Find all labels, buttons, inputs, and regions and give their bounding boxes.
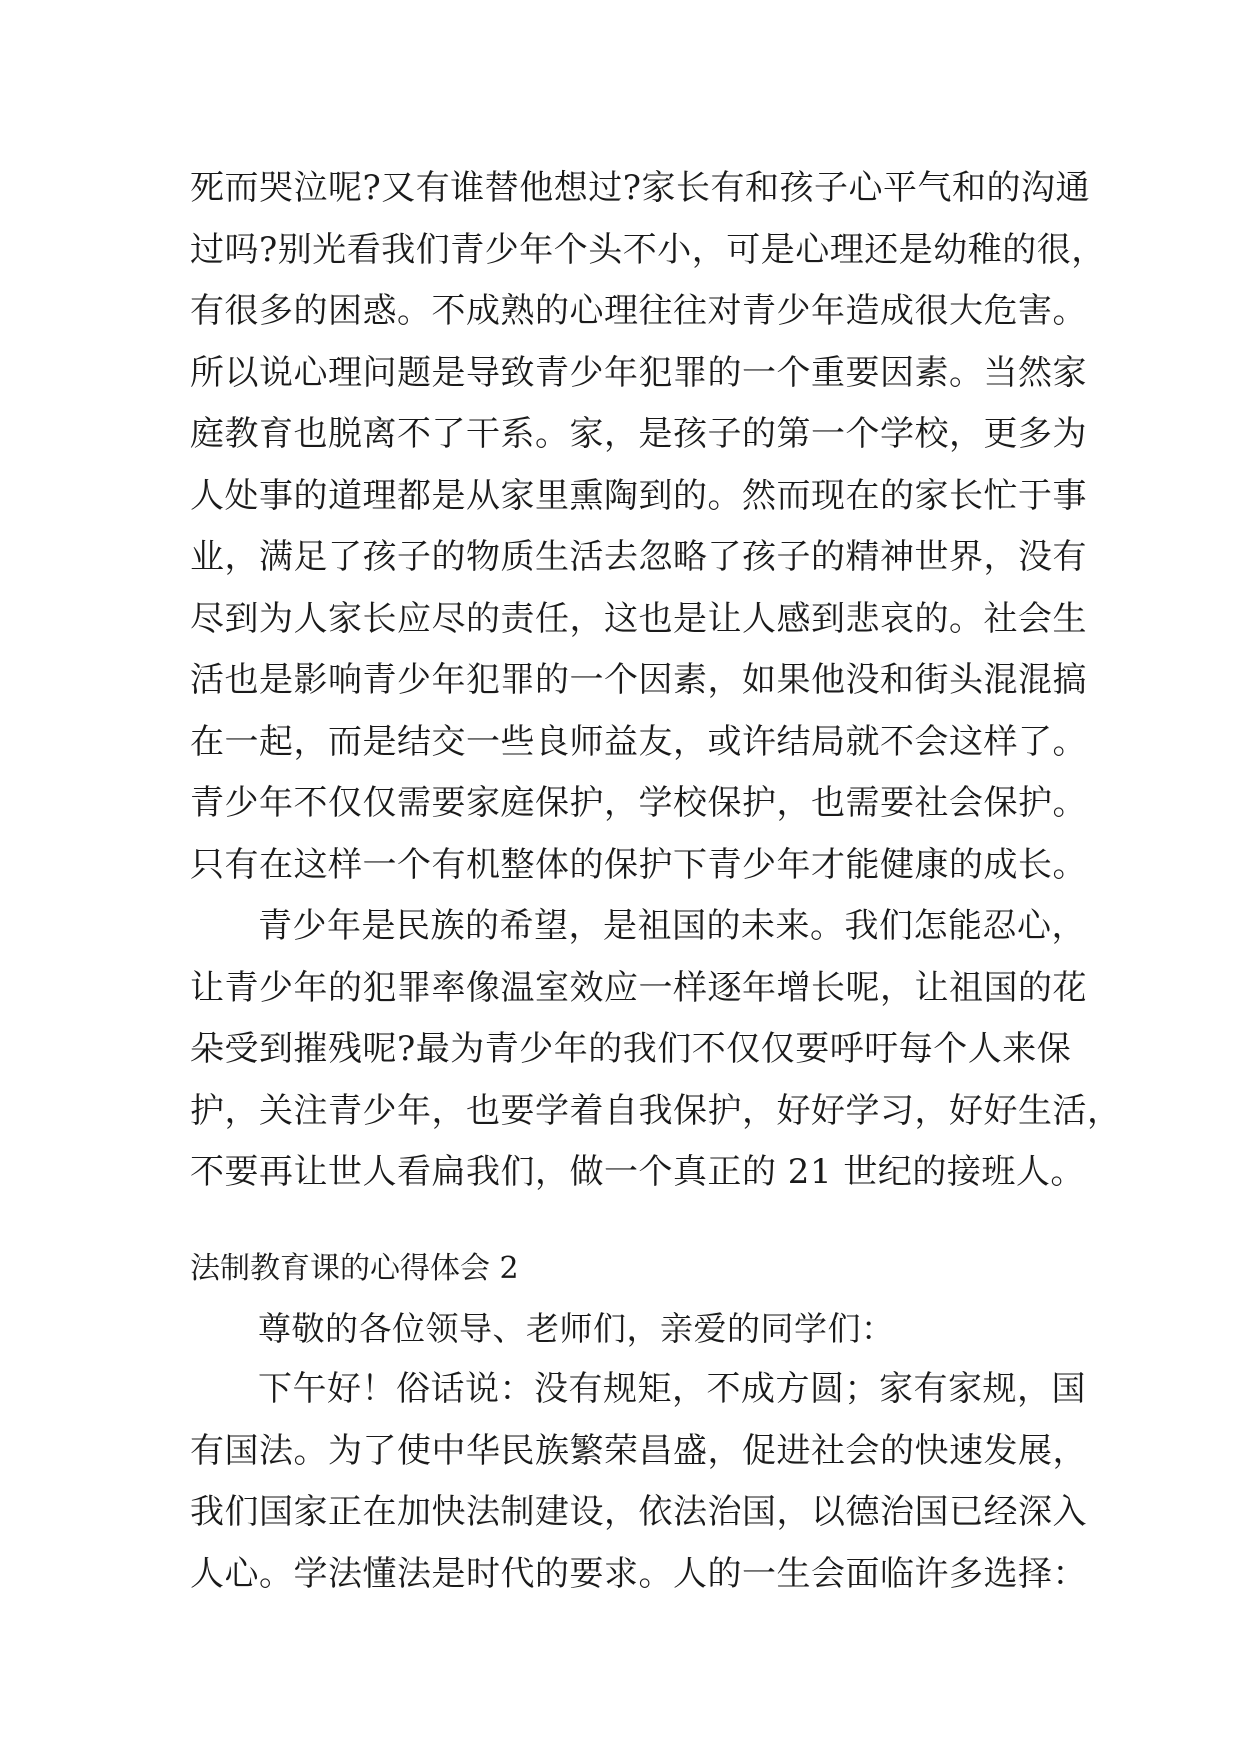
paragraph-line: 不要再让世人看扁我们，做一个真正的 21 世纪的接班人。 [190, 1152, 1085, 1192]
paragraph-line: 下午好！俗话说：没有规矩，不成方圆；家有家规，国 [258, 1369, 1086, 1409]
paragraph-line: 护，关注青少年，也要学着自我保护，好好学习，好好生活， [190, 1090, 1122, 1131]
document-body [190, 158, 1122, 1605]
paragraph-line: 过吗?别光看我们青少年个头不小，可是心理还是幼稚的很， [190, 229, 1106, 270]
paragraph-line: 青少年不仅仅需要家庭保护，学校保护，也需要社会保护。 [190, 783, 1087, 823]
paragraph-line: 死而哭泣呢?又有谁替他想过?家长有和孩子心平气和的沟通 [190, 168, 1090, 208]
paragraph-line: 朵受到摧残呢?最为青少年的我们不仅仅要呼吁每个人来保 [190, 1029, 1072, 1069]
paragraph-line: 有国法。为了使中华民族繁荣昌盛，促进社会的快速发展， [190, 1430, 1087, 1471]
paragraph-line: 活也是影响青少年犯罪的一个因素，如果他没和街头混混搞 [190, 660, 1087, 700]
paragraph-line: 只有在这样一个有机整体的保护下青少年才能健康的成长。 [190, 844, 1087, 885]
paragraph-line: 让青少年的犯罪率像温室效应一样逐年增长呢，让祖国的花 [190, 967, 1087, 1008]
paragraph-line: 尽到为人家长应尽的责任，这也是让人感到悲哀的。社会生 [190, 598, 1087, 639]
paragraph-line: 我们国家正在加快法制建设，依法治国，以德治国已经深入 [190, 1492, 1087, 1532]
section-gap [190, 1204, 1070, 1240]
paragraph-line: 人心。学法懂法是时代的要求。人的一生会面临许多选择： [190, 1553, 1087, 1594]
greeting-line: 尊敬的各位领导、老师们，亲爱的同学们： [258, 1308, 895, 1348]
paragraph-line: 在一起，而是结交一些良师益友，或许结局就不会这样了。 [190, 721, 1087, 762]
section-heading: 法制教育课的心得体会 2 [190, 1250, 519, 1286]
paragraph-line: 庭教育也脱离不了干系。家，是孩子的第一个学校，更多为 [190, 414, 1087, 454]
paragraph-line: 业，满足了孩子的物质生活去忽略了孩子的精神世界，没有 [190, 537, 1087, 577]
paragraph-line: 人处事的道理都是从家里熏陶到的。然而现在的家长忙于事 [190, 475, 1087, 516]
paragraph-line: 有很多的困惑。不成熟的心理往往对青少年造成很大危害。 [190, 291, 1087, 331]
paragraph-line: 所以说心理问题是导致青少年犯罪的一个重要因素。当然家 [190, 352, 1087, 393]
paragraph-line: 青少年是民族的希望，是祖国的未来。我们怎能忍心， [258, 906, 1086, 946]
